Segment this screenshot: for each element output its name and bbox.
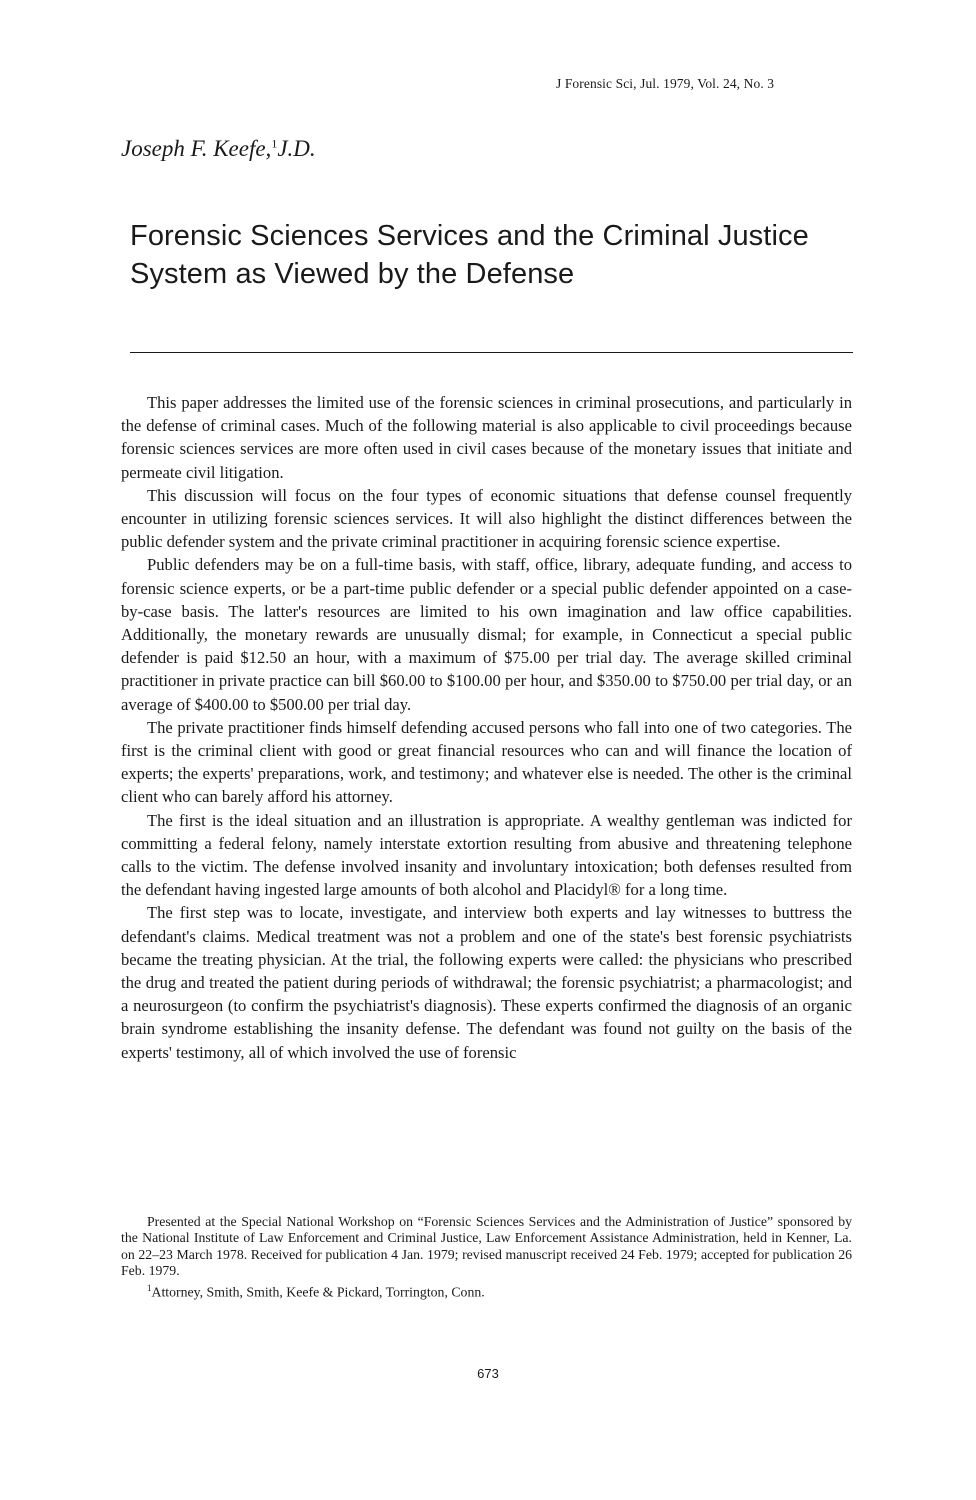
footnote-mark: 1 [147, 1282, 152, 1293]
author-byline [121, 136, 316, 162]
body-text [121, 391, 852, 1064]
footnote-presented: Presented at the Special National Workshop on “Forensic Sciences Services and the Administration of Justice” sponsored by the National Institute of Law Enforcement and Criminal Justice, Law Enforcement Assistance Administration, held in Kenner, La. on 22–23 March 1978. Received for publication 4 Jan. 1979; revised manuscript received 24 Feb. 1979; accepted for publication 26 Feb. 1979. [121, 1214, 852, 1279]
author-degree: J.D. [277, 136, 316, 161]
footnote-affiliation-text: Attorney, Smith, Smith, Keefe & Pickard, Torrington, Conn. [151, 1284, 485, 1300]
paper-title: Forensic Sciences Services and the Criminal Justice System as Viewed by the Defense [130, 220, 809, 290]
body-paragraph: Public defenders may be on a full-time basis, with staff, office, library, adequate funding, and access to forensic science experts, or be a part-time public defender or a special public defender appointed on a case-by-case basis. The latter's resources are limited to his own imagination and law office capabilities. Additionally, the monetary rewards are unusually dismal; for example, in Connecticut a special public defender is paid $12.50 an hour, with a maximum of $75.00 per trial day. The average skilled criminal practitioner in private practice can bill $60.00 to $100.00 per hour, and $350.00 to $750.00 per trial day, or an average of $400.00 to $500.00 per trial day. [121, 555, 852, 714]
title-divider [130, 352, 853, 353]
body-paragraph: This discussion will focus on the four types of economic situations that defense counsel frequently encounter in utilizing forensic sciences services. It will also highlight the distinct differences between the public defender system and the private criminal practitioner in acquiring forensic science expertise. [121, 485, 852, 552]
footnotes [121, 1214, 852, 1301]
author-footnote-mark: 1 [271, 136, 278, 151]
page-number: 673 [477, 1366, 499, 1381]
body-paragraph: The first is the ideal situation and an illustration is appropriate. A wealthy gentleman was indicted for committing a federal felony, namely interstate extortion resulting from abusive and threatening telephone calls to the victim. The defense involved insanity and involuntary intoxication; both defenses resulted from the defendant having ingested large amounts of both alcohol and Placidyl® for a long time. [121, 810, 852, 900]
author-name: Joseph F. Keefe, [121, 136, 272, 161]
body-paragraph: The private practitioner finds himself defending accused persons who fall into one of two categories. The first is the criminal client with good or great financial resources who can and will finance the location of experts; the experts' preparations, work, and testimony; and whatever else is needed. The other is the criminal client who can barely afford his attorney. [121, 717, 852, 807]
body-paragraph: The first step was to locate, investigate, and interview both experts and lay witnesses to buttress the defendant's claims. Medical treatment was not a problem and one of the state's best forensic psychiatrists became the treating physician. At the trial, the following experts were called: the physicians who prescribed the drug and treated the patient during periods of withdrawal; the forensic psychiatrist; a pharmacologist; and a neurosurgeon (to confirm the psychiatrist's diagnosis). These experts confirmed the diagnosis of an organic brain syndrome establishing the insanity defense. The defendant was found not guilty on the basis of the experts' testimony, all of which involved the use of forensic [121, 903, 852, 1062]
footnote-affiliation [121, 1280, 852, 1301]
body-paragraph: This paper addresses the limited use of the forensic sciences in criminal prosecutions, and particularly in the defense of criminal cases. Much of the following material is also applicable to civil proceedings because forensic sciences services are more often used in civil cases because of the monetary issues that initiate and permeate civil litigation. [121, 393, 852, 482]
journal-citation: J Forensic Sci, Jul. 1979, Vol. 24, No. 3 [556, 76, 775, 91]
